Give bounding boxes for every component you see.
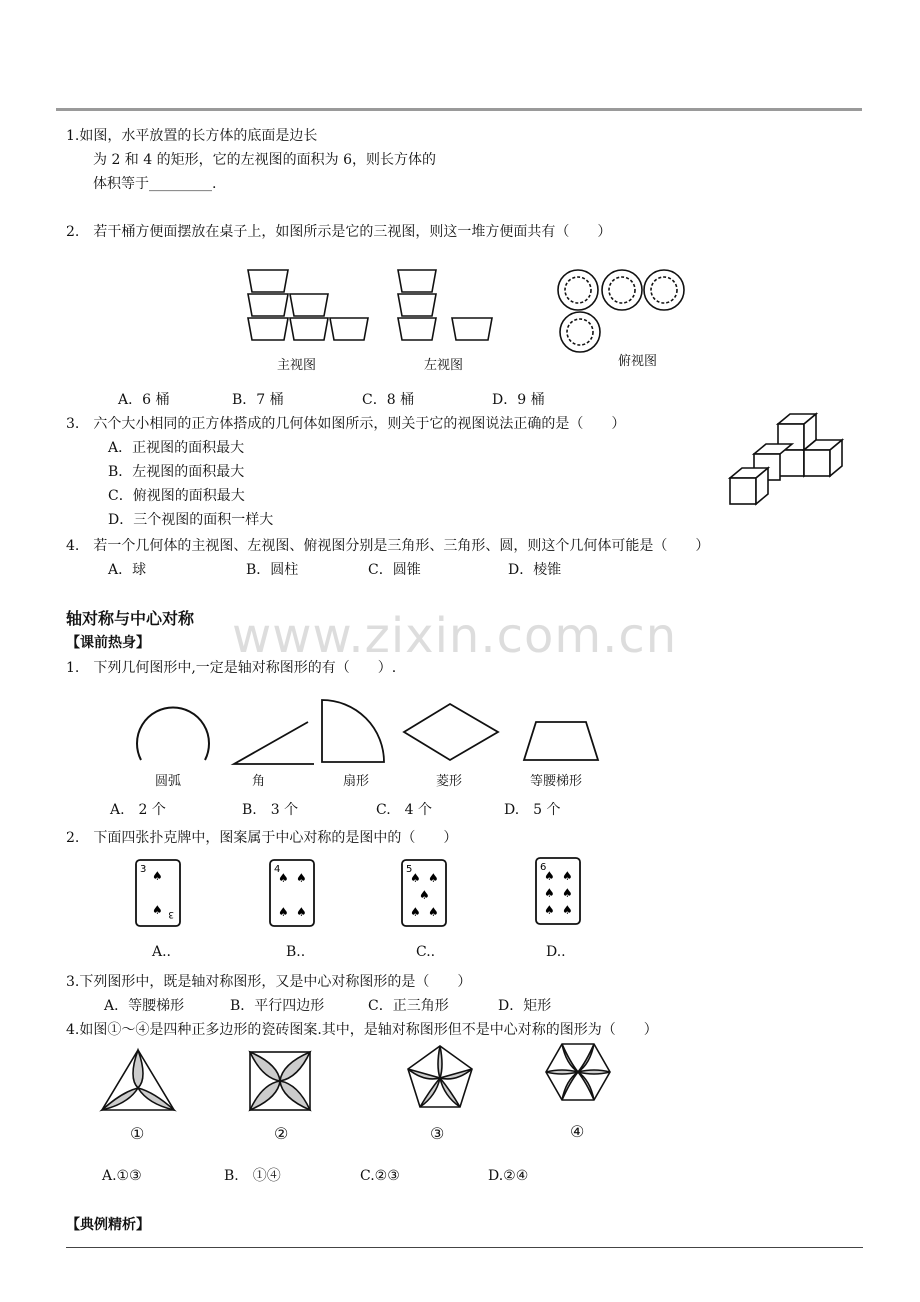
q3-option-d: D．三个视图的面积一样大	[108, 512, 274, 528]
tile-1-caption: ①	[130, 1124, 145, 1143]
bucket-shape	[248, 294, 288, 316]
spade-icon: ♠	[296, 905, 307, 919]
q2-option-a: A．6 桶	[118, 392, 170, 408]
top-view-caption: 俯视图	[618, 354, 658, 369]
w4-option-c: C.②③	[360, 1168, 400, 1184]
q3-option-c: C．俯视图的面积最大	[108, 488, 245, 504]
examples-heading: 【典例精析】	[66, 1217, 150, 1233]
left-view-figure	[392, 262, 512, 342]
w1-option-b: B. 3 个	[242, 802, 299, 818]
front-view-caption: 主视图	[277, 358, 317, 373]
w1-option-c: C. 4 个	[376, 802, 433, 818]
left-view-caption: 左视图	[424, 358, 464, 373]
q1-line3: 体积等于_________.	[93, 176, 217, 192]
footer-rule	[66, 1247, 863, 1248]
bucket-shape	[452, 318, 492, 340]
q1-line2: 为 2 和 4 的矩形，它的左视图的面积为 6，则长方体的	[93, 152, 436, 168]
spade-icon: ♠	[562, 886, 573, 900]
card-rank: 3	[140, 864, 147, 875]
w4-option-b: B. ①④	[224, 1168, 281, 1184]
spade-icon: ♠	[152, 869, 163, 883]
card-c-label: C..	[416, 944, 436, 960]
card-rank: 6	[540, 862, 547, 873]
playing-card-d	[534, 856, 584, 928]
w4-option-a: A.①③	[102, 1168, 142, 1184]
q2-option-c: C．8 桶	[362, 392, 415, 408]
bucket-shape	[248, 318, 288, 340]
arc-caption: 圆弧	[155, 774, 182, 789]
w3-stem: 3.下列图形中，既是轴对称图形，又是中心对称图形的是（ ）	[66, 974, 472, 990]
spade-icon: ♠	[296, 871, 307, 885]
w3-option-b: B．平行四边形	[230, 998, 325, 1014]
spade-icon: ♠	[152, 903, 163, 917]
angle-figure	[228, 716, 318, 768]
sector-caption: 扇形	[343, 774, 370, 789]
spade-icon: ♠	[544, 903, 555, 917]
w1-option-d: D. 5 个	[504, 802, 561, 818]
card-rank: 4	[274, 864, 281, 875]
playing-card-c	[400, 858, 450, 930]
w3-option-d: D．矩形	[498, 998, 552, 1014]
bucket-shape	[398, 294, 436, 316]
tile-triangle-figure	[100, 1048, 176, 1114]
q3-option-a: A．正视图的面积最大	[108, 440, 245, 456]
trapezoid-figure	[520, 718, 604, 764]
w1-stem: 1. 下列几何图形中,一定是轴对称图形的有（ ）.	[66, 660, 397, 676]
rhombus-figure	[400, 702, 504, 762]
rhombus-caption: 菱形	[436, 774, 463, 789]
tile-4-caption: ④	[570, 1122, 585, 1141]
w4-option-d: D.②④	[488, 1168, 529, 1184]
q2-stem: 2. 若干桶方便面摆放在桌子上，如图所示是它的三视图，则这一堆方便面共有（ ）	[66, 224, 612, 240]
card-d-label: D..	[546, 944, 566, 960]
tile-pentagon-figure	[406, 1044, 474, 1110]
tile-square-figure	[248, 1050, 314, 1112]
card-rank: 3	[168, 909, 174, 919]
bucket-shape	[398, 318, 436, 340]
q2-option-b: B．7 桶	[232, 392, 284, 408]
q4-option-a: A．球	[108, 562, 147, 578]
angle-caption: 角	[252, 774, 266, 789]
playing-card-a	[134, 858, 184, 930]
q2-option-d: D．9 桶	[492, 392, 545, 408]
arc-figure	[132, 704, 216, 764]
spade-icon: ♠	[428, 871, 439, 885]
bucket-shape	[290, 294, 328, 316]
bucket-shape	[398, 270, 436, 292]
spade-icon: ♠	[278, 905, 289, 919]
watermark: www.zixin.com.cn	[232, 608, 678, 664]
tile-hexagon-figure	[544, 1042, 612, 1104]
q4-option-b: B．圆柱	[246, 562, 299, 578]
w1-option-a: A. 2 个	[110, 802, 166, 818]
tile-3-caption: ③	[430, 1124, 445, 1143]
w2-stem: 2. 下面四张扑克牌中，图案属于中心对称的是图中的（ ）	[66, 830, 458, 846]
header-rule	[56, 108, 862, 111]
spade-icon: ♠	[544, 886, 555, 900]
top-view-figure	[556, 268, 690, 358]
spade-icon: ♠	[544, 869, 555, 883]
spade-icon: ♠	[278, 871, 289, 885]
q1-line1: 1.如图，水平放置的长方体的底面是边长	[66, 128, 318, 144]
q4-option-d: D．棱锥	[508, 562, 562, 578]
bucket-shape	[248, 270, 288, 292]
warmup-heading: 【课前热身】	[66, 635, 150, 651]
q4-stem: 4. 若一个几何体的主视图、左视图、俯视图分别是三角形、三角形、圆，则这个几何体可能是（ ）	[66, 538, 710, 554]
spade-icon: ♠	[410, 871, 421, 885]
w3-option-c: C．正三角形	[368, 998, 449, 1014]
spade-icon: ♠	[562, 903, 573, 917]
sector-figure	[316, 696, 396, 768]
spade-icon: ♠	[419, 888, 430, 902]
section-title: 轴对称与中心对称	[66, 609, 195, 628]
spade-icon: ♠	[410, 905, 421, 919]
w3-option-a: A．等腰梯形	[104, 998, 185, 1014]
spade-icon: ♠	[562, 869, 573, 883]
w4-stem: 4.如图①～④是四种正多边形的瓷砖图案.其中，是轴对称图形但不是中心对称的图形为（ ）	[66, 1022, 658, 1038]
card-a-label: A..	[152, 944, 172, 960]
bucket-shape	[330, 318, 368, 340]
bucket-shape	[290, 318, 328, 340]
tile-2-caption: ②	[274, 1124, 289, 1143]
q4-option-c: C．圆锥	[368, 562, 421, 578]
playing-card-b	[268, 858, 318, 930]
spade-icon: ♠	[428, 905, 439, 919]
q3-stem: 3. 六个大小相同的正方体搭成的几何体如图所示，则关于它的视图说法正确的是（ ）	[66, 416, 626, 432]
cubes-figure	[718, 404, 860, 514]
card-rank: 5	[406, 864, 413, 875]
trapezoid-caption: 等腰梯形	[530, 774, 583, 789]
card-b-label: B..	[286, 944, 306, 960]
q3-option-b: B．左视图的面积最大	[108, 464, 245, 480]
front-view-figure	[240, 262, 380, 342]
